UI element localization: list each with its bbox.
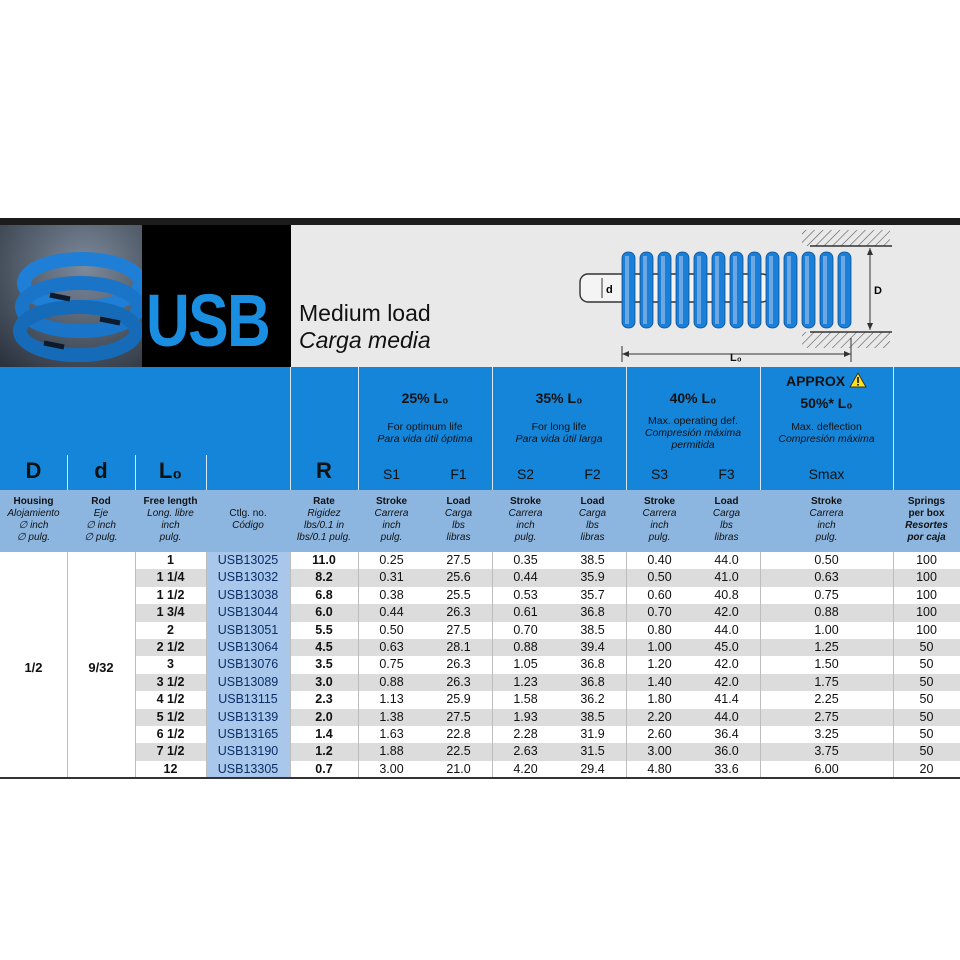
f3-load: 44.0 [714,553,739,567]
rate: 0.7 [315,761,333,776]
free-length: 5 1/2 [156,709,185,724]
rate: 11.0 [312,553,336,567]
free-length: 2 [167,622,174,637]
f1-load: 28.1 [446,640,471,654]
rod-diameter-value: 9/32 [88,660,114,675]
s1-stroke: 0.25 [379,553,404,567]
f1-load: 21.0 [446,761,471,776]
top-rule [0,218,960,225]
table-row [0,622,960,639]
springs-per-box: 50 [919,744,934,759]
s2-stroke: 2.63 [513,744,538,759]
springs-per-box: 50 [919,640,934,654]
rate: 1.2 [315,744,333,759]
free-length: 2 1/2 [156,640,185,654]
col-D-symbol: D [25,458,42,483]
col-F2: F2 [584,466,601,482]
f2-load: 31.9 [580,727,605,741]
col-Smax-label: Stroke Carrera inch pulg. [809,496,844,543]
springs-per-box: 50 [919,727,934,741]
catalog-number: USB13044 [206,604,290,621]
s1-stroke: 1.38 [379,709,404,724]
f1-load: 26.3 [446,674,471,689]
catalog-number: USB13032 [206,569,290,586]
col-S1-label: Stroke Carrera inch pulg. [374,496,409,543]
f2-load: 35.9 [580,570,605,585]
group-25-desc: For optimum life Para vida útil óptima [377,421,473,445]
col-d-label: Rod Eje ∅ inch ∅ pulg. [84,496,118,543]
s2-stroke: 0.70 [513,622,538,637]
springs-per-box: 100 [916,553,937,567]
table-row [0,709,960,726]
smax-stroke: 3.25 [814,727,839,741]
table-row [0,604,960,621]
title-english: Medium load [299,300,431,326]
s2-stroke: 0.53 [513,587,538,602]
s3-stroke: 1.20 [647,657,672,672]
group-max-title: 50%* L₀ [800,395,853,411]
spring-diagram [570,228,900,371]
f2-load: 38.5 [580,622,605,637]
free-length: 12 [163,761,178,776]
s3-stroke: 2.20 [647,709,672,724]
col-ctlg-label: Ctlg. no. Código [229,508,267,531]
housing-diameter-label: D [874,285,882,297]
rate: 2.3 [315,692,333,707]
f3-load: 41.4 [714,692,739,707]
col-D-label: Housing Alojamiento ∅ inch ∅ pulg. [7,496,60,543]
f1-load: 22.5 [446,744,471,759]
s3-stroke: 1.00 [647,640,672,654]
s2-stroke: 2.28 [513,727,538,741]
s1-stroke: 0.31 [379,570,404,585]
series-code: USB [146,279,270,362]
s2-stroke: 1.05 [513,657,538,672]
catalog-number: USB13305 [206,761,290,778]
f2-load: 36.2 [580,692,605,707]
s1-stroke: 0.50 [379,622,404,637]
rate: 3.5 [315,657,333,672]
catalog-number: USB13038 [206,587,290,604]
s2-stroke: 0.44 [513,570,538,585]
f2-load: 38.5 [580,709,605,724]
s3-stroke: 0.60 [647,587,672,602]
f1-load: 27.5 [446,553,471,567]
s1-stroke: 1.13 [379,692,404,707]
f3-load: 42.0 [714,605,739,620]
f3-load: 36.4 [714,727,739,741]
f1-load: 25.9 [446,692,471,707]
rate: 2.0 [315,709,333,724]
catalog-number: USB13025 [206,552,290,569]
catalog-number: USB13089 [206,674,290,691]
smax-stroke: 1.50 [814,657,839,672]
table-row [0,761,960,778]
group-40-desc: Max. operating def. Compresión máxima permitida [644,415,742,451]
f3-load: 42.0 [714,657,739,672]
f3-load: 45.0 [714,640,739,654]
s2-stroke: 0.35 [513,553,538,567]
table-row [0,674,960,691]
s1-stroke: 1.88 [379,744,404,759]
group-max-desc: Max. deflection Compresión máxima [778,421,875,445]
s1-stroke: 0.44 [379,605,404,620]
smax-stroke: 0.50 [814,553,839,567]
s2-stroke: 4.20 [513,761,538,776]
col-box-label: Springs per box Resortes por caja [905,496,948,543]
smax-stroke: 0.88 [814,605,839,620]
col-S2: S2 [516,466,535,482]
f2-load: 36.8 [580,674,605,689]
catalog-number: USB13064 [206,639,290,656]
f3-load: 42.0 [714,674,739,689]
f1-load: 27.5 [446,709,471,724]
rod-diameter-label: d [606,284,613,296]
smax-stroke: 0.63 [814,570,839,585]
group-max-approx: APPROX [760,372,893,391]
s3-stroke: 1.40 [647,674,672,689]
s2-stroke: 1.23 [513,674,538,689]
smax-stroke: 2.25 [814,692,839,707]
s2-stroke: 0.88 [513,640,538,654]
free-length: 1 3/4 [156,605,185,620]
s3-stroke: 2.60 [647,727,672,741]
f3-load: 36.0 [714,744,739,759]
catalog-number: USB13051 [206,622,290,639]
spring-table-body [0,552,960,778]
springs-per-box: 100 [916,570,937,585]
col-F2-label: Load Carga lbs libras [578,496,607,543]
table-bottom-rule [0,777,960,779]
springs-per-box: 100 [916,605,937,620]
free-length: 4 1/2 [156,692,185,707]
s1-stroke: 3.00 [379,761,404,776]
s2-stroke: 0.61 [513,605,538,620]
group-40-title: 40% L₀ [669,390,717,406]
col-R-label: Rate Rigidez lbs/0.1 in lbs/0.1 pulg. [297,496,351,543]
f3-load: 33.6 [714,761,739,776]
rate: 5.5 [315,622,333,637]
catalog-number: USB13190 [206,743,290,760]
f2-load: 29.4 [580,761,605,776]
f2-load: 36.8 [580,605,605,620]
s3-stroke: 0.80 [647,622,672,637]
free-length: 1 [167,553,174,567]
group-35-desc: For long life Para vida útil larga [515,421,603,445]
s1-stroke: 0.75 [379,657,404,672]
s2-stroke: 1.93 [513,709,538,724]
free-length: 1 1/2 [156,587,185,602]
f2-load: 39.4 [580,640,605,654]
f3-load: 41.0 [714,570,739,585]
s3-stroke: 0.70 [647,605,672,620]
rate: 6.8 [315,587,333,602]
smax-stroke: 2.75 [814,709,839,724]
springs-per-box: 100 [916,587,937,602]
f2-load: 36.8 [580,657,605,672]
f2-load: 35.7 [580,587,605,602]
group-35-title: 35% L₀ [535,390,583,406]
s3-stroke: 4.80 [647,761,672,776]
table-row [0,691,960,708]
rate: 4.5 [315,640,333,654]
rate: 6.0 [315,605,333,620]
spring-photo [0,225,142,367]
col-Smax: Smax [808,466,845,482]
smax-stroke: 1.25 [814,640,839,654]
f1-load: 25.5 [446,587,471,602]
table-row [0,726,960,743]
col-S3: S3 [650,466,669,482]
s3-stroke: 0.40 [647,553,672,567]
table-row [0,639,960,656]
col-R-symbol: R [316,458,332,483]
free-length: 1 1/4 [156,570,185,585]
col-S1: S1 [382,466,401,482]
s1-stroke: 1.63 [379,727,404,741]
s1-stroke: 0.88 [379,674,404,689]
col-F3: F3 [718,466,735,482]
smax-stroke: 0.75 [814,587,839,602]
s1-stroke: 0.38 [379,587,404,602]
catalog-number: USB13139 [206,709,290,726]
col-S2-label: Stroke Carrera inch pulg. [508,496,543,543]
catalog-number: USB13115 [206,691,290,708]
f3-load: 40.8 [714,587,739,602]
f1-load: 27.5 [446,622,471,637]
col-F1-label: Load Carga lbs libras [444,496,473,543]
col-S3-label: Stroke Carrera inch pulg. [642,496,677,543]
table-row [0,587,960,604]
f1-load: 26.3 [446,605,471,620]
s3-stroke: 0.50 [647,570,672,585]
springs-per-box: 100 [916,622,937,637]
springs-per-box: 50 [919,692,934,707]
f3-load: 44.0 [714,709,739,724]
f1-load: 26.3 [446,657,471,672]
free-length: 3 1/2 [156,674,185,689]
col-F1: F1 [450,466,467,482]
group-25-title: 25% L₀ [401,390,449,406]
col-L0-label: Free length Long. libre inch pulg. [143,496,198,543]
table-row [0,743,960,760]
title-spanish: Carga media [299,327,431,353]
f3-load: 44.0 [714,622,739,637]
s2-stroke: 1.58 [513,692,538,707]
f1-load: 25.6 [446,570,471,585]
s1-stroke: 0.63 [379,640,404,654]
smax-stroke: 3.75 [814,744,839,759]
smax-stroke: 1.75 [814,674,839,689]
rate: 3.0 [315,674,333,689]
smax-stroke: 1.00 [814,622,839,637]
free-length-label: L₀ [730,352,742,364]
catalog-number: USB13165 [206,726,290,743]
table-row [0,569,960,586]
table-row [0,552,960,569]
smax-stroke: 6.00 [814,761,839,776]
rate: 1.4 [315,727,333,741]
col-F3-label: Load Carga lbs libras [712,496,741,543]
free-length: 3 [167,657,174,672]
springs-per-box: 20 [919,761,934,776]
f2-load: 38.5 [580,553,605,567]
springs-per-box: 50 [919,674,934,689]
table-row [0,656,960,673]
free-length: 6 1/2 [156,727,185,741]
springs-per-box: 50 [919,709,934,724]
springs-per-box: 50 [919,657,934,672]
f2-load: 31.5 [580,744,605,759]
rate: 8.2 [315,570,333,585]
f1-load: 22.8 [446,727,471,741]
housing-diameter-value: 1/2 [24,660,43,675]
catalog-number: USB13076 [206,656,290,673]
col-L0-symbol: L₀ [158,458,183,483]
s3-stroke: 3.00 [647,744,672,759]
col-d-symbol: d [94,458,108,483]
s3-stroke: 1.80 [647,692,672,707]
free-length: 7 1/2 [156,744,185,759]
warning-triangle-icon [849,372,867,391]
